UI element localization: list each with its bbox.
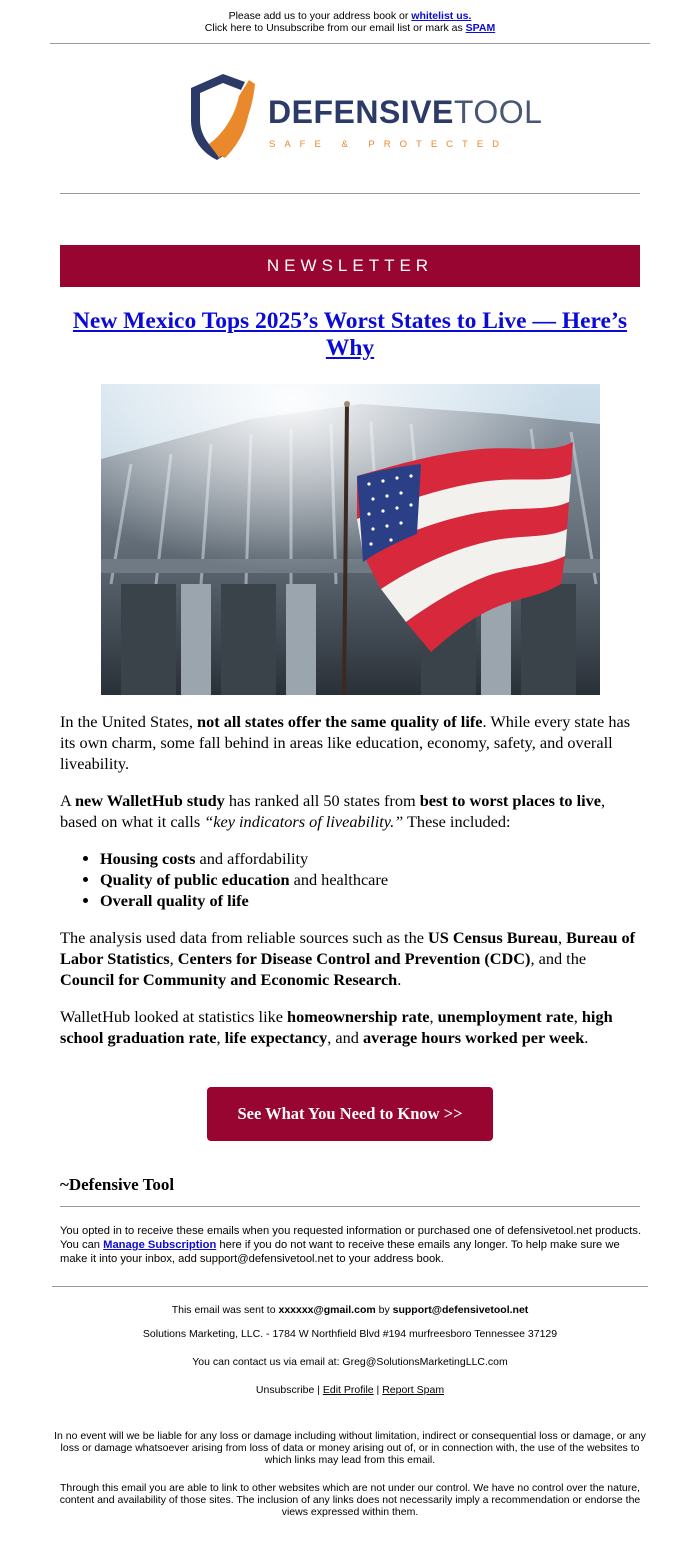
- p1-bold: not all states offer the same quality of life: [197, 712, 483, 731]
- p2-text-c: has ranked all 50 states from: [224, 791, 420, 810]
- article-headline: [60, 308, 640, 362]
- p4-bold-homeownership: homeownership rate: [287, 1007, 430, 1026]
- p4-bold-graduation: high school graduation rate: [60, 1007, 613, 1047]
- p4-text-c: ,: [429, 1007, 438, 1026]
- building-flag-illustration: [101, 384, 600, 695]
- footer-contact: You can contact us via email at: Greg@SolutionsMarketingLLC.com: [192, 1356, 508, 1368]
- paragraph-4: [60, 1006, 642, 1048]
- whitelist-link[interactable]: whitelist us.: [411, 10, 472, 22]
- p3-bold-council: Council for Community and Economic Research: [60, 970, 398, 989]
- preheader-text-2: Click here to Unsubscribe from our email list or mark as: [204, 22, 466, 34]
- p4-text-k: .: [584, 1028, 589, 1047]
- footer-divider: [52, 1286, 648, 1287]
- list-item: [100, 869, 642, 890]
- paragraph-3: [60, 927, 642, 990]
- footer-links: [52, 1384, 648, 1396]
- list-item: [100, 890, 642, 911]
- link-separator: |: [373, 1384, 383, 1396]
- p3-bold-census: US Census Bureau: [428, 928, 559, 947]
- p3-text-i: .: [397, 970, 402, 989]
- top-divider: [50, 43, 650, 44]
- p3-bold-cdc: Centers for Disease Control and Prevention (CDC): [177, 949, 531, 968]
- p4-text-e: ,: [573, 1007, 582, 1026]
- report-spam-link[interactable]: Report Spam: [382, 1384, 445, 1396]
- footer-address: Solutions Marketing, LLC. - 1784 W Northfield Blvd #194 murfreesboro Tennessee 37129: [142, 1328, 558, 1340]
- footer-sent-line: [52, 1304, 648, 1316]
- preheader-line-2: [0, 22, 700, 34]
- newsletter-banner: NEWSLETTER: [60, 245, 640, 287]
- optin-text-b: here if you do not want to receive these emails any longer. To help make sure we make it into your inbox, add support@defensivetool.net to your address book.: [60, 1239, 620, 1265]
- spam-link[interactable]: SPAM: [465, 22, 496, 34]
- preheader: [0, 10, 700, 34]
- p3-text-c: ,: [558, 928, 567, 947]
- sent-by: by: [375, 1304, 393, 1316]
- hero-image[interactable]: [101, 384, 600, 695]
- logo-word-light: TOOL: [453, 94, 543, 130]
- paragraph-1: [60, 711, 642, 774]
- list-item-text: and healthcare: [289, 870, 389, 889]
- p3-text-a: The analysis used data from reliable sources such as the: [60, 928, 429, 947]
- cta-button[interactable]: See What You Need to Know >>: [207, 1087, 493, 1141]
- p4-text-g: ,: [216, 1028, 225, 1047]
- link-separator: |: [314, 1384, 323, 1396]
- p4-bold-hours: average hours worked per week: [362, 1028, 585, 1047]
- list-item-bold: Housing costs: [100, 849, 196, 868]
- optin-notice: [60, 1224, 642, 1266]
- list-item: [100, 848, 642, 869]
- p3-text-e: ,: [169, 949, 178, 968]
- unsubscribe-link[interactable]: Unsubscribe: [255, 1384, 315, 1396]
- p4-text-a: WalletHub looked at statistics like: [60, 1007, 288, 1026]
- edit-profile-link[interactable]: Edit Profile: [322, 1384, 374, 1396]
- optin-text-a: You opted in to receive these emails when you requested information or purchased one of defensivetool.net products. You can: [60, 1225, 642, 1251]
- signoff-divider: [60, 1206, 640, 1207]
- p2-text-a: A: [60, 791, 75, 810]
- p3-text-g: , and the: [530, 949, 587, 968]
- sender-email: support@defensivetool.net: [392, 1304, 529, 1316]
- logo-tagline: SAFE & PROTECTED: [269, 139, 509, 150]
- indicator-list: [60, 848, 642, 911]
- list-item-text: and affordability: [195, 849, 309, 868]
- sent-prefix: This email was sent to: [171, 1304, 279, 1316]
- p2-text-g: These included:: [403, 812, 511, 831]
- paragraph-2: [60, 790, 642, 832]
- preheader-text-1: Please add us to your address book or: [228, 10, 412, 22]
- disclaimer-liability: In no event will we be liable for any loss or damage including without limitation, indirect or consequential loss or damage, or any loss or damage whatsoever arising from loss of data or money arising out of, or in connection with, the use of the websites to which links may lead from this email.: [54, 1430, 646, 1466]
- preheader-line-1: [0, 10, 700, 22]
- p4-text-i: , and: [327, 1028, 363, 1047]
- manage-subscription-link[interactable]: Manage Subscription: [103, 1239, 217, 1251]
- p4-bold-unemployment: unemployment rate: [437, 1007, 574, 1026]
- shield-icon: [183, 70, 265, 162]
- p2-bold-rank: best to worst places to live: [419, 791, 602, 810]
- headline-link[interactable]: New Mexico Tops 2025’s Worst States to Live — Here’s Why: [72, 308, 628, 361]
- p2-text-e: , based on what it calls: [60, 791, 606, 831]
- list-item-bold: Quality of public education: [100, 870, 290, 889]
- brand-logo[interactable]: [183, 70, 543, 165]
- p2-italic-quote: “key indicators of liveability.”: [204, 812, 404, 831]
- logo-wordmark: [268, 94, 542, 131]
- recipient-email: xxxxxx@gmail.com: [278, 1304, 376, 1316]
- p4-bold-life: life expectancy: [224, 1028, 328, 1047]
- p2-bold-study: new WalletHub study: [74, 791, 225, 810]
- p1-text-a: In the United States,: [60, 712, 198, 731]
- signoff: ~Defensive Tool: [60, 1175, 175, 1194]
- disclaimer-links: Through this email you are able to link to other websites which are not under our control. We have no control over the nature, content and availability of those sites. The inclusion of any links does not necessarily imply a recommendation or endorse the views expressed within them.: [59, 1482, 641, 1518]
- p1-text-c: . While every state has its own charm, some fall behind in areas like education, economy, safety, and overall liveability.: [60, 712, 631, 773]
- p3-bold-bls: Bureau of Labor Statistics: [60, 928, 636, 968]
- article-body: [60, 711, 642, 1064]
- logo-divider: [60, 193, 640, 194]
- list-item-bold: Overall quality of life: [100, 891, 249, 910]
- logo-word-bold: DEFENSIVE: [268, 94, 454, 130]
